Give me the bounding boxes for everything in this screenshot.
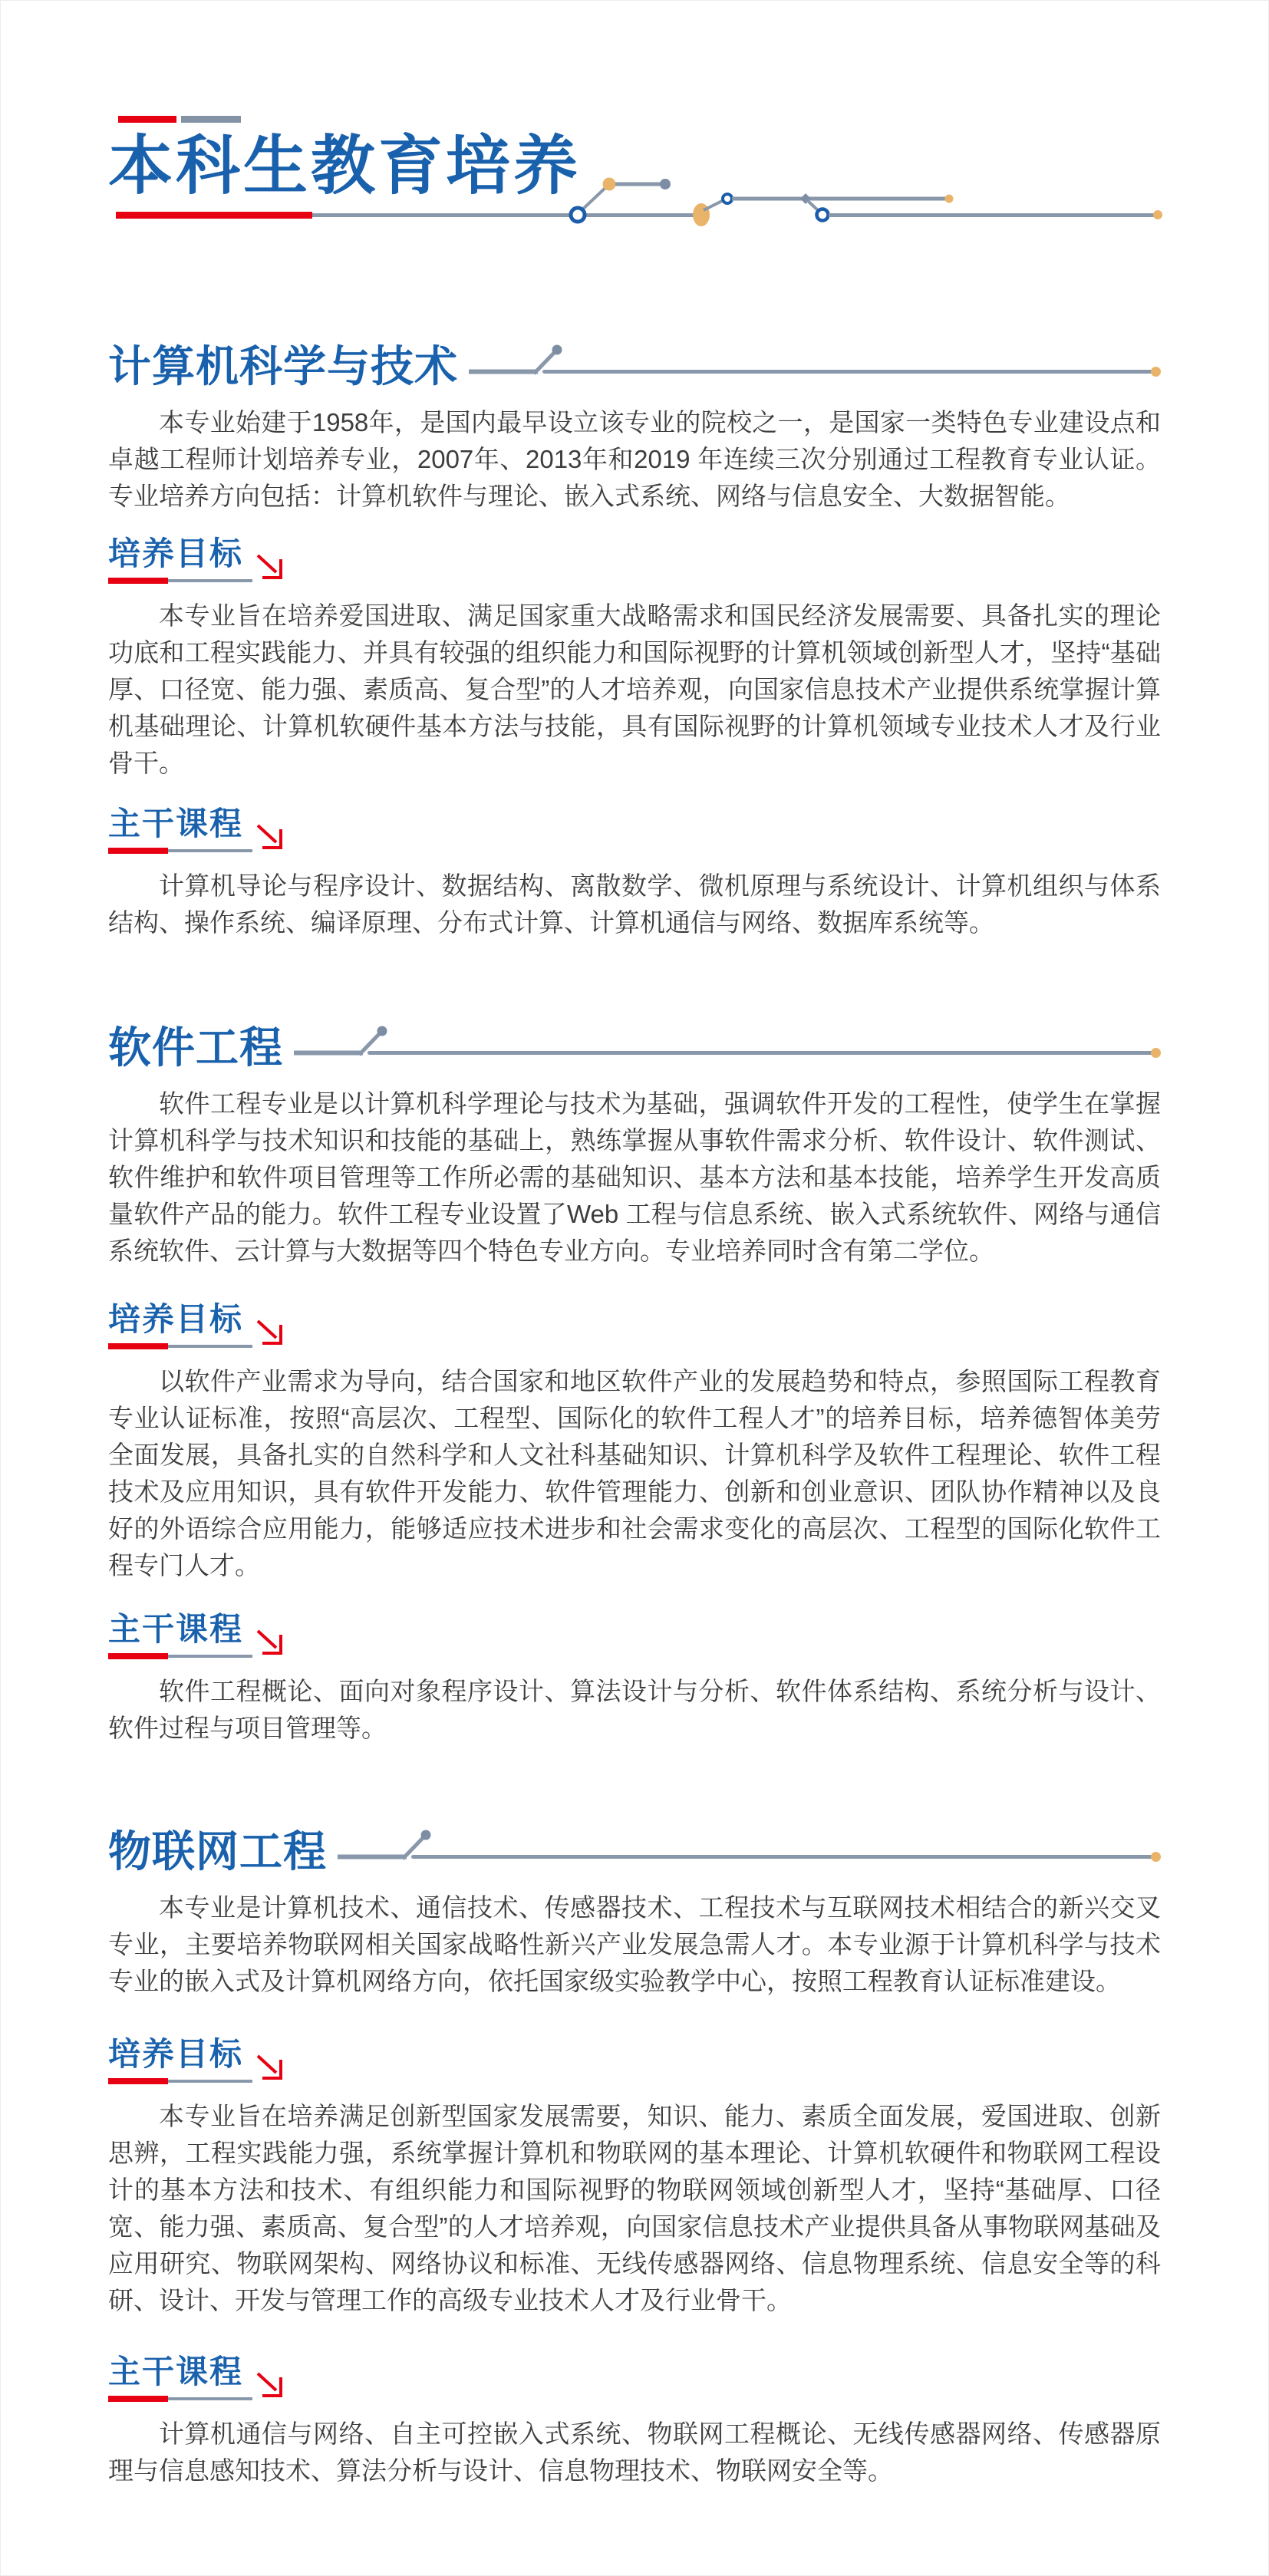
node-ring-small-icon — [723, 194, 732, 203]
banner-accent-bars — [118, 116, 1161, 123]
section-header — [108, 1024, 1161, 1072]
section-software-engineering — [108, 1024, 1161, 1747]
section-title: 计算机科学与技术 — [108, 342, 458, 390]
section-computer-science — [108, 343, 1161, 941]
line-hook-icon — [338, 1828, 437, 1863]
node-ring-icon — [817, 209, 829, 221]
arrow-down-right-icon — [255, 2371, 288, 2403]
line-end-dot-icon — [1151, 367, 1161, 377]
section-intro: 本专业始建于1958年，是国内最早设立该专业的院校之一，是国家一类特色专业建设点和卓越工程师计划培养专业，2007年、2013年和2019 年连续三次分别通过工程教育专业认证。专业培养方向包括：计算机软件与理论、嵌入式系统、网络与信息安全、大数据智能。 — [108, 408, 1161, 510]
subsection-header-goal — [108, 535, 430, 584]
subsection-title: 培养目标 — [108, 2036, 244, 2072]
section-title-line — [294, 1024, 1161, 1072]
red-underline — [116, 212, 312, 219]
section-title-line — [469, 343, 1161, 390]
goal-paragraph: 本专业旨在培养满足创新型国家发展需要，知识、能力、素质全面发展，爱国进取、创新思辨，工程实践能力强，系统掌握计算机和物联网的基本理论、计算机软硬件和物联网工程设计的基本方法和技术、有组织能力和国际视野的物联网领域创新型人才，坚持“基础厚、口径宽、能力强、素质高、复合型”的人才培养观，向国家信息技术产业提供具备从事物联网基础及应用研究、物联网架构、网络协议和标准、无线传感器网络、信息物理系统、信息安全等的科研、设计、开发与管理工作的高级专业技术人才及行业骨干。 — [108, 2102, 1161, 2314]
subsection-header-courses — [108, 2353, 430, 2402]
node-gray-dot-icon — [660, 179, 671, 189]
section-title-line — [338, 1828, 1161, 1876]
banner — [108, 116, 1161, 226]
courses-paragraph: 计算机通信与网络、自主可控嵌入式系统、物联网工程概论、无线传感器网络、传感器原理与信息感知技术、算法分析与设计、信息物理技术、物联网安全等。 — [108, 2420, 1161, 2485]
subsection-header-courses — [108, 1610, 430, 1659]
line-hook-icon — [469, 343, 569, 378]
gray-bar-icon — [181, 116, 241, 123]
page — [1, 116, 1268, 2489]
underline-gray — [168, 849, 252, 852]
arrow-down-right-icon — [255, 553, 288, 585]
arrow-down-right-icon — [255, 1629, 288, 1661]
node-yellow-dot-icon — [1153, 210, 1162, 219]
section-iot-engineering — [108, 1828, 1161, 2489]
underline-red — [108, 578, 168, 584]
section-intro: 本专业是计算机技术、通信技术、传感器技术、工程技术与互联网技术相结合的新兴交叉专业，主要培养物联网相关国家战略性新兴产业发展急需人才。本专业源于计算机科学与技术专业的嵌入式及计算机网络方向，依托国家级实验教学中心，按照工程教育认证标准建设。 — [108, 1893, 1161, 1995]
underline-gray — [168, 1345, 252, 1348]
subsection-title: 主干课程 — [108, 805, 244, 842]
page-title: 本科生教育培养 — [108, 131, 582, 203]
courses-paragraph: 软件工程概论、面向对象程序设计、算法设计与分析、软件体系结构、系统分析与设计、软件过程与项目管理等。 — [108, 1677, 1161, 1742]
arrow-down-right-icon — [255, 823, 288, 855]
goal-paragraph: 本专业旨在培养爱国进取、满足国家重大战略需求和国民经济发展需要、具备扎实的理论功底和工程实践能力、并具有较强的组织能力和国际视野的计算机领域创新型人才，坚持“基础厚、口径宽、能力强、素质高、复合型”的人才培养观，向国家信息技术产业提供系统掌握计算机基础理论、计算机软硬件基本方法与技能，具有国际视野的计算机领域专业技术人才及行业骨干。 — [108, 601, 1161, 777]
underline-gray — [168, 2397, 252, 2400]
subsection-header-goal — [108, 2035, 430, 2084]
red-bar-icon — [118, 116, 176, 123]
subsection-header-goal — [108, 1300, 430, 1349]
section-header — [108, 343, 1161, 390]
section-intro: 软件工程专业是以计算机科学理论与技术为基础，强调软件开发的工程性，使学生在掌握计算机科学与技术知识和技能的基础上，熟练掌握从事软件需求分析、软件设计、软件测试、软件维护和软件项目管理等工作所必需的基础知识、基本方法和基本技能，培养学生开发高质量软件产品的能力。软件工程专业设置了Web 工程与信息系统、嵌入式系统软件、网络与通信系统软件、云计算与大数据等四个特色专业方向。专业培养同时含有第二学位。 — [108, 1089, 1161, 1265]
section-title: 软件工程 — [108, 1023, 283, 1072]
underline-red — [108, 848, 168, 854]
node-yellow-dot-icon — [603, 178, 616, 191]
underline-red — [108, 1653, 168, 1659]
subsection-title: 培养目标 — [108, 535, 244, 572]
arrow-down-right-icon — [255, 1319, 288, 1351]
node-yellow-dot-icon — [945, 195, 954, 203]
line-hook-icon — [294, 1024, 394, 1059]
subsection-header-courses — [108, 805, 430, 854]
section-title: 物联网工程 — [108, 1827, 327, 1876]
subsection-title: 主干课程 — [108, 1611, 244, 1647]
goal-paragraph: 以软件产业需求为导向，结合国家和地区软件产业的发展趋势和特点，参照国际工程教育专业认证标准，按照“高层次、工程型、国际化的软件工程人才”的培养目标，培养德智体美劳全面发展，具备扎实的自然科学和人文社科基础知识、计算机科学及软件工程理论、软件工程技术及应用知识，具有软件开发能力、软件管理能力、创新和创业意识、团队协作精神以及良好的外语综合应用能力，能够适应技术进步和社会需求变化的高层次、工程型的国际化软件工程专门人才。 — [108, 1367, 1161, 1580]
line-end-dot-icon — [1151, 1048, 1161, 1058]
subsection-title: 主干课程 — [108, 2354, 244, 2390]
underline-gray — [168, 579, 252, 582]
node-ring-icon — [571, 208, 585, 222]
underline-red — [108, 1343, 168, 1349]
arrow-down-right-icon — [255, 2054, 288, 2086]
underline-red — [108, 2396, 168, 2402]
subsection-title: 培养目标 — [108, 1301, 244, 1337]
courses-paragraph: 计算机导论与程序设计、数据结构、离散数学、微机原理与系统设计、计算机组织与体系结构、操作系统、编译原理、分布式计算、计算机通信与网络、数据库系统等。 — [108, 871, 1161, 937]
underline-red — [108, 2078, 168, 2084]
underline-gray — [168, 1655, 252, 1658]
line-end-dot-icon — [1151, 1852, 1161, 1862]
section-header — [108, 1828, 1161, 1876]
underline-gray — [168, 2080, 252, 2083]
